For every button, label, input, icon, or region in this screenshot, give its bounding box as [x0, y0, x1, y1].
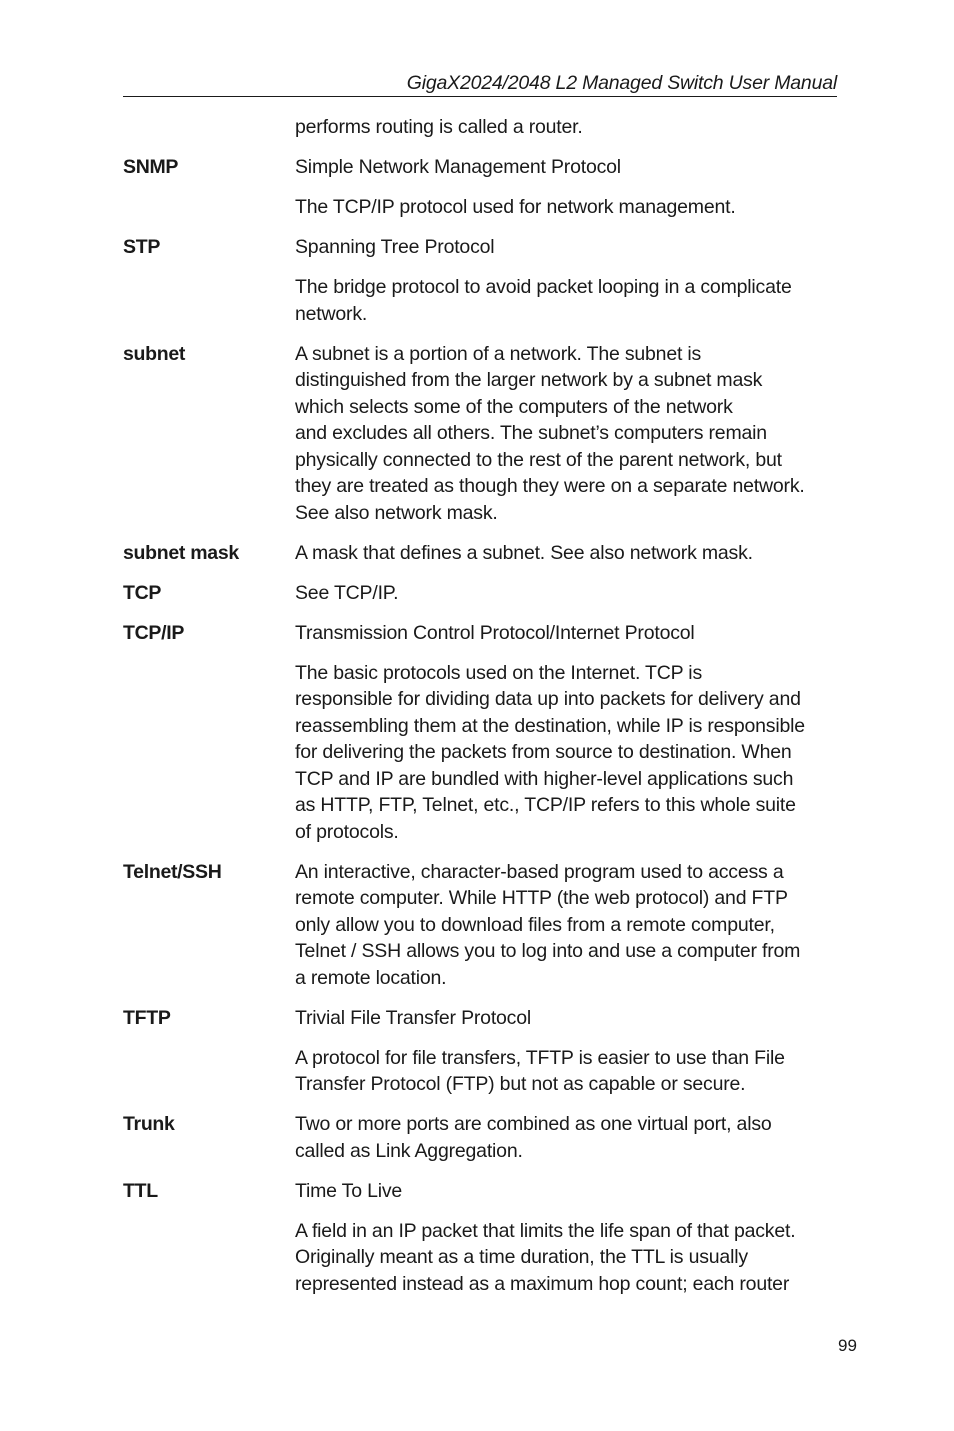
- page-number: 99: [838, 1336, 857, 1355]
- glossary-definition: [295, 234, 843, 341]
- definition-paragraph: See TCP/IP.: [295, 581, 399, 604]
- definition-paragraph: Trivial File Transfer Protocol: [295, 1006, 532, 1029]
- glossary-term: subnet: [123, 342, 186, 365]
- glossary-term: Trunk: [123, 1113, 175, 1135]
- definition-paragraph: A mask that defines a subnet. See also network mask.: [295, 541, 753, 564]
- glossary-definition: [295, 154, 843, 234]
- glossary-term: subnet mask: [123, 541, 239, 564]
- glossary-entry: [123, 1005, 843, 1112]
- glossary-definition: [295, 1178, 843, 1311]
- glossary-term: SNMP: [123, 156, 179, 178]
- glossary-term: TCP: [123, 581, 162, 604]
- glossary-entry: [123, 234, 843, 341]
- glossary-definition: [295, 1005, 843, 1112]
- glossary-definition: [295, 1111, 843, 1178]
- manual-title: GigaX2024/2048 L2 Managed Switch User Manual: [406, 72, 837, 94]
- glossary-entry: [123, 540, 843, 580]
- definition-paragraph: Simple Network Management Protocol: [295, 156, 621, 178]
- glossary-entry: [123, 341, 843, 540]
- definition-paragraph: The bridge protocol to avoid packet looping in a complicate network.: [295, 276, 792, 325]
- definition-paragraph: A subnet is a portion of a network. The subnet is distinguished from the larger network by a subnet mask which selects some of the computers of the network and excludes all others. The subnet’s computers remain physically connected to the rest of the parent network, but they are treated as though they were on a separate network. See also network mask.: [295, 342, 805, 524]
- glossary-list: [123, 114, 843, 1311]
- glossary-definition: [295, 620, 843, 859]
- glossary-definition: [295, 859, 843, 1005]
- definition-paragraph: Spanning Tree Protocol: [295, 236, 495, 258]
- glossary-term: TTL: [123, 1179, 158, 1202]
- glossary-entry: [123, 114, 843, 154]
- glossary-entry: [123, 859, 843, 1005]
- glossary-entry: [123, 580, 843, 620]
- definition-paragraph: The TCP/IP protocol used for network management.: [295, 196, 736, 218]
- glossary-entry: [123, 1178, 843, 1311]
- glossary-definition: [295, 341, 843, 540]
- glossary-term: Telnet/SSH: [123, 860, 222, 883]
- glossary-entry: [123, 154, 843, 234]
- definition-paragraph: The basic protocols used on the Internet. TCP is responsible for dividing data up into packets for delivery and reassembling them at the destination, while IP is responsible for delivering the packets from source to destination. When TCP and IP are bundled with higher-level applications such as HTTP, FTP, Telnet, etc., TCP/IP refers to this whole suite of protocols.: [295, 661, 805, 843]
- glossary-definition: [295, 540, 843, 580]
- glossary-entry: [123, 620, 843, 859]
- definition-paragraph: A protocol for file transfers, TFTP is easier to use than File Transfer Protocol (FTP) but not as capable or secure.: [295, 1046, 785, 1095]
- definition-paragraph: An interactive, character-based program used to access a remote computer. While HTTP (the web protocol) and FTP only allow you to download files from a remote computer, Telnet / SSH allows you to log into and use a computer from a remote location.: [295, 860, 801, 989]
- definition-paragraph: performs routing is called a router.: [295, 116, 583, 138]
- glossary-entry: [123, 1111, 843, 1178]
- glossary-term: TFTP: [123, 1006, 171, 1029]
- glossary-term: STP: [123, 236, 161, 258]
- glossary-definition: [295, 114, 843, 154]
- definition-paragraph: A field in an IP packet that limits the life span of that packet. Originally meant as a time duration, the TTL is usually represented instead as a maximum hop count; each router: [295, 1219, 796, 1295]
- glossary-definition: [295, 580, 843, 620]
- definition-paragraph: Time To Live: [295, 1179, 403, 1202]
- glossary-term: TCP/IP: [123, 621, 185, 644]
- definition-paragraph: Transmission Control Protocol/Internet Protocol: [295, 621, 695, 644]
- definition-paragraph: Two or more ports are combined as one virtual port, also called as Link Aggregation.: [295, 1113, 772, 1162]
- running-header: [123, 70, 837, 97]
